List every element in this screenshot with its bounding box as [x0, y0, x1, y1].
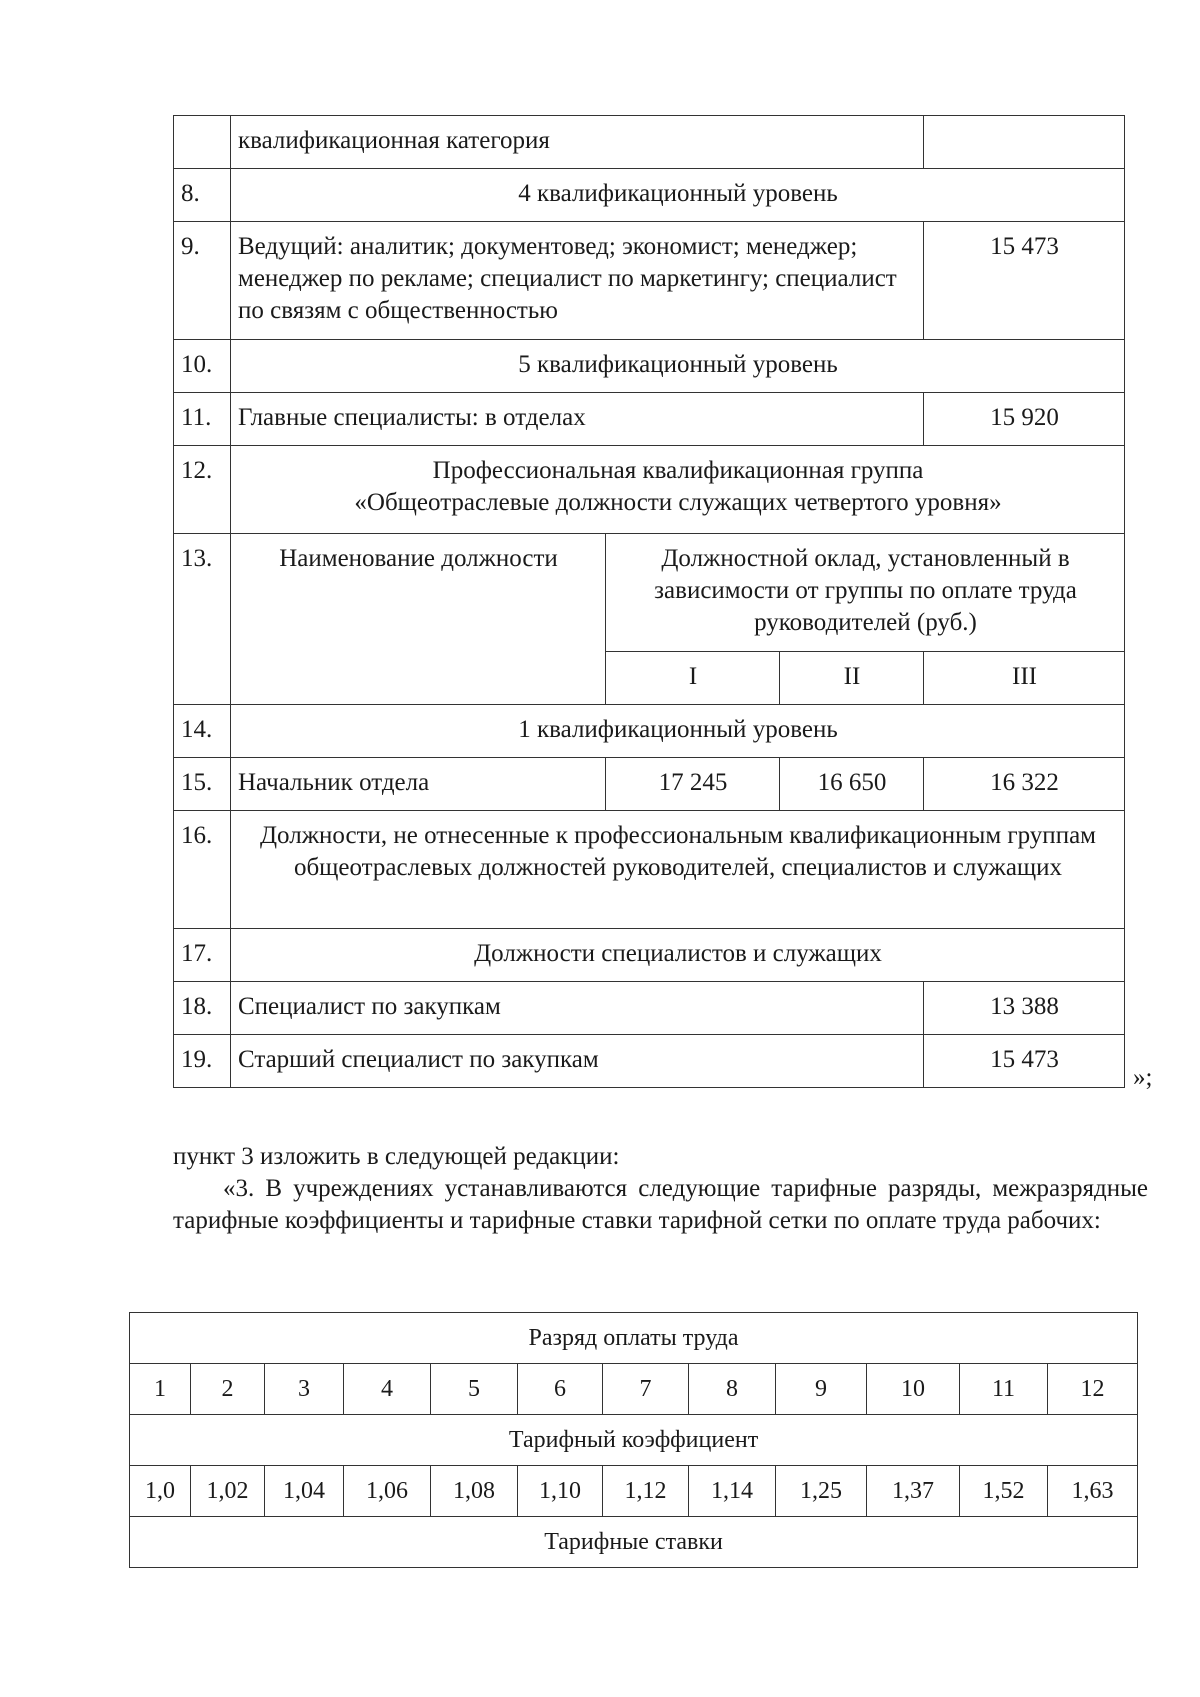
table-row: [130, 1466, 1138, 1517]
column-header-salary: Должностной оклад, установленный в зависимости от группы по оплате труда руководителей (руб.): [606, 534, 1125, 652]
coefficient-cell: 1,0: [130, 1466, 191, 1517]
group-heading-line: «Общеотраслевые должности служащих четвертого уровня»: [354, 489, 1002, 516]
table-row: [174, 534, 1125, 652]
table-row: [130, 1313, 1138, 1364]
position-title-cell: Главные специалисты: в отделах: [231, 393, 924, 446]
amendment-paragraph: пункт 3 изложить в следующей редакции:: [173, 1143, 620, 1170]
group-heading-line: Профессиональная квалификационная группа: [432, 457, 924, 484]
position-title-cell: квалификационная категория: [231, 116, 924, 169]
row-number-cell: [174, 116, 231, 169]
row-number-cell: 9.: [174, 222, 231, 340]
row-number-cell: 19.: [174, 1035, 231, 1088]
table-row: [174, 393, 1125, 446]
row-number-cell: 16.: [174, 811, 231, 929]
coefficient-cell: 1,37: [867, 1466, 960, 1517]
salary-cell-group-3: 16 322: [924, 758, 1125, 811]
row-number-cell: 11.: [174, 393, 231, 446]
coefficient-cell: 1,63: [1048, 1466, 1138, 1517]
table-row: [174, 705, 1125, 758]
table-row: [174, 758, 1125, 811]
row-number-cell: 18.: [174, 982, 231, 1035]
column-header-group-2: II: [780, 652, 924, 705]
coefficient-cell: 1,14: [689, 1466, 776, 1517]
grade-cell: 4: [344, 1364, 431, 1415]
table-row: [130, 1364, 1138, 1415]
row-number-cell: 13.: [174, 534, 231, 705]
table-row: [174, 929, 1125, 982]
salary-table: [173, 115, 1125, 1088]
column-header-group-3: III: [924, 652, 1125, 705]
position-title-cell: Специалист по закупкам: [231, 982, 924, 1035]
clause-paragraph: «3. В учреждениях устанавливаются следующие тарифные разряды, межразрядные тарифные коэффициенты и тарифные ставки тарифной сетки по оплате труда рабочих:: [173, 1175, 1148, 1234]
salary-cell: 15 473: [924, 222, 1125, 340]
column-header-group-1: I: [606, 652, 780, 705]
table-row: [174, 1035, 1125, 1088]
coefficient-cell: 1,04: [265, 1466, 344, 1517]
grade-cell: 11: [960, 1364, 1048, 1415]
salary-cell-group-2: 16 650: [780, 758, 924, 811]
table-row: [174, 446, 1125, 534]
table-row: [174, 982, 1125, 1035]
table-row: [174, 340, 1125, 393]
salary-cell: 15 920: [924, 393, 1125, 446]
coefficient-header-cell: Тарифный коэффициент: [130, 1415, 1138, 1466]
salary-cell-group-1: 17 245: [606, 758, 780, 811]
grade-header-cell: Разряд оплаты труда: [130, 1313, 1138, 1364]
position-title-cell: Старший специалист по закупкам: [231, 1035, 924, 1088]
coefficient-cell: 1,12: [603, 1466, 689, 1517]
row-number-cell: 12.: [174, 446, 231, 534]
grade-cell: 7: [603, 1364, 689, 1415]
row-number-cell: 8.: [174, 169, 231, 222]
grade-cell: 10: [867, 1364, 960, 1415]
grade-cell: 8: [689, 1364, 776, 1415]
coefficient-cell: 1,10: [518, 1466, 603, 1517]
level-heading-cell: 5 квалификационный уровень: [231, 340, 1125, 393]
row-number-cell: 10.: [174, 340, 231, 393]
level-heading-cell: 4 квалификационный уровень: [231, 169, 1125, 222]
rates-header-cell: Тарифные ставки: [130, 1517, 1138, 1568]
coefficient-cell: 1,06: [344, 1466, 431, 1517]
table-row: [174, 169, 1125, 222]
closing-quote-mark: »;: [1133, 1064, 1153, 1091]
salary-cell: [924, 116, 1125, 169]
grade-cell: 1: [130, 1364, 191, 1415]
table-row: [174, 222, 1125, 340]
salary-cell: 13 388: [924, 982, 1125, 1035]
grade-cell: 5: [431, 1364, 518, 1415]
table-row: [174, 811, 1125, 929]
group-heading-cell: [231, 446, 1125, 534]
row-number-cell: 17.: [174, 929, 231, 982]
grade-cell: 12: [1048, 1364, 1138, 1415]
grade-cell: 6: [518, 1364, 603, 1415]
grade-cell: 2: [191, 1364, 265, 1415]
coefficient-cell: 1,02: [191, 1466, 265, 1517]
group-heading-cell: Должности, не отнесенные к профессиональным квалификационным группам общеотраслевых должностей руководителей, специалистов и служащих: [231, 811, 1125, 929]
coefficient-cell: 1,25: [776, 1466, 867, 1517]
table-row: [174, 116, 1125, 169]
coefficient-cell: 1,08: [431, 1466, 518, 1517]
level-heading-cell: Должности специалистов и служащих: [231, 929, 1125, 982]
grade-cell: 3: [265, 1364, 344, 1415]
coefficient-cell: 1,52: [960, 1466, 1048, 1517]
table-row: [130, 1517, 1138, 1568]
grade-cell: 9: [776, 1364, 867, 1415]
position-title-cell: Начальник отдела: [231, 758, 606, 811]
row-number-cell: 14.: [174, 705, 231, 758]
tariff-grid-table: [129, 1312, 1138, 1568]
position-title-cell: Ведущий: аналитик; документовед; экономист; менеджер; менеджер по рекламе; специалист по маркетингу; специалист по связям с общественностью: [231, 222, 924, 340]
salary-cell: 15 473: [924, 1035, 1125, 1088]
row-number-cell: 15.: [174, 758, 231, 811]
table-row: [130, 1415, 1138, 1466]
column-header-position: Наименование должности: [231, 534, 606, 705]
level-heading-cell: 1 квалификационный уровень: [231, 705, 1125, 758]
